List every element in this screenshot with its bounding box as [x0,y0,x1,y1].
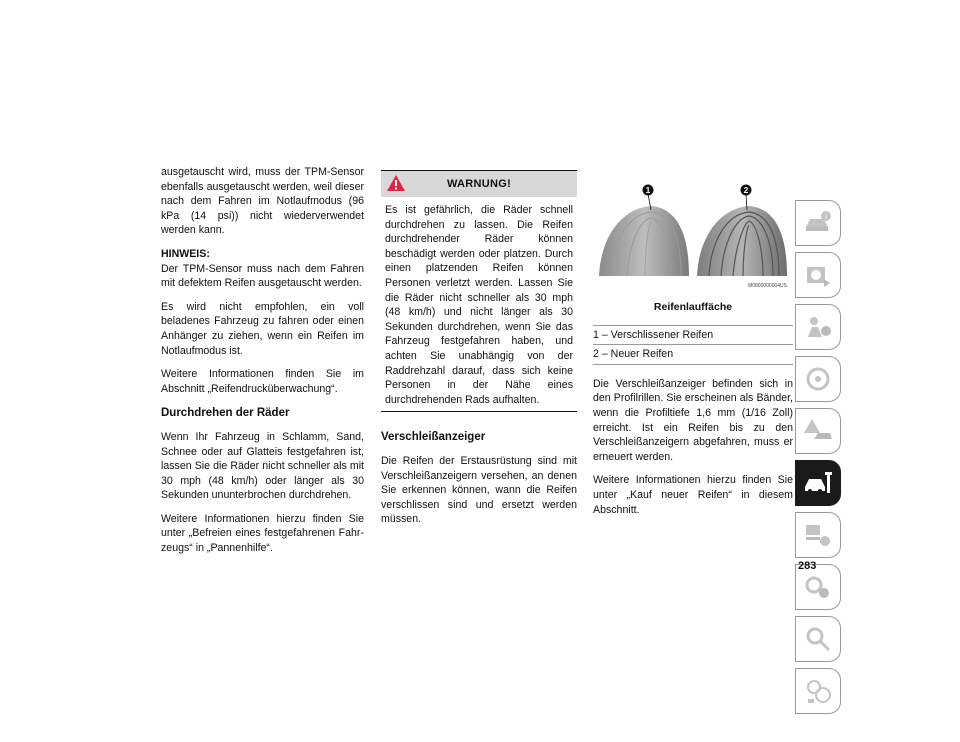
svg-text:i: i [825,214,827,221]
column-middle [381,170,577,536]
steering-wheel-icon [802,363,834,395]
marker-1-label: 1 [645,186,651,195]
multimedia-icon [802,519,834,551]
marker-2-label: 2 [743,186,749,195]
paragraph-more-info-tpms: Weitere Informationen finden Sie im Abschnitt „Reifendrucküberwachung“. [161,368,364,395]
search-index-icon [802,623,834,655]
warning-box [381,170,577,412]
figure-legend [593,325,793,365]
paragraph-wear-indicators: Die Reifen der Erstausrüstung sind mit Verschleißanzeigern versehen, an denen Sie erkennen können, wann die Reifen verschlissen sind und ersetzt werden müssen. [381,454,577,526]
paragraph-wear-location: Die Verschleißanzeiger befinden sich in den Profilrillen. Sie erscheinen als Bänder, wenn die Profiltiefe 1,6 mm (1/16 Zoll) erreicht. Ist ein Reifen bis zu den Verschleißanzeigern abgefahren, muss er erneuert werden. [593,377,793,463]
tab-multimedia[interactable] [795,512,841,558]
tab-car-info[interactable] [795,200,841,246]
figure-code: M0800000004US [748,283,787,290]
note-title: HINWEIS: [161,247,210,260]
chapter-tabs [795,200,841,720]
tab-safety[interactable] [795,304,841,350]
heading-wear-indicators: Verschleißanzeiger [381,431,486,444]
page-number: 283 [798,560,817,572]
warning-text: Es ist gefährlich, die Räder schnell durchdrehen zu lassen. Die Reifen durchdrehender Räder können beschädigt werden oder platzen. Durch einen platzenden Reifen können Personen verletzt werden. Lassen Sie die Räder nicht schneller als 30 mph (48 km/h) und nicht länger als 30 Sekunden durchdrehen, wenn Sie das Fahrzeug festgefahren haben, und achten Sie unabhängig von der Raddrehzahl darauf, dass sich keine Personen in der Nähe eines durchdrehenden Rads aufhalten. [385,204,573,406]
tab-index[interactable] [795,616,841,662]
heading-wheel-spin: Durchdrehen der Räder [161,407,290,420]
figure-caption: Reifenlauffäche [653,301,733,313]
safety-icon [802,311,834,343]
dashboard-icon [802,259,834,291]
column-right [593,180,793,526]
tire-tread-figure [593,180,793,298]
column-left [161,165,364,565]
paragraph-tpm-sensor: ausgetauscht wird, muss der TPM-Sensor ebenfalls ausgetauscht werden, weil dieser nach dem Fahren im Notlaufmodus (96 kPa (14 psi)) nicht wiederverwendet werden kann. [161,166,364,237]
legend-item-new: 2 – Neuer Reifen [593,348,674,361]
legend-item-worn: 1 – Verschlissener Reifen [593,326,793,346]
tab-languages[interactable] [795,668,841,714]
paragraph-loaded-vehicle: Es wird nicht empfohlen, ein voll beladenes Fahrzeug zu fahren oder einen Anhänger zu ziehen, wenn ein Reifen im Notlaufmodus ist. [161,300,364,357]
new-tire [697,206,787,276]
paragraph-more-info-new-tires: Weitere Informationen hierzu finden Sie unter „Kauf neuer Reifen“ in diesem Abschnitt. [593,474,793,516]
worn-tire [599,206,689,276]
note-text: Der TPM-Sensor muss nach dem Fahren mit defektem Reifen ausgetauscht werden. [161,262,364,290]
tab-emergency[interactable] [795,408,841,454]
tab-dashboard[interactable] [795,252,841,298]
car-info-icon [802,207,834,239]
warning-car-icon [802,415,834,447]
specifications-icon [802,571,834,603]
service-tools-icon [802,467,834,499]
warning-header [381,171,577,197]
tab-service[interactable] [795,460,841,506]
paragraph-more-info-freeing: Weitere Informationen hierzu finden Sie unter „Befreien eines festgefahrenen Fahr-zeugs“ in „Pannenhilfe“. [161,512,364,555]
tab-driving[interactable] [795,356,841,402]
paragraph-stuck-vehicle: Wenn Ihr Fahrzeug in Schlamm, Sand, Schnee oder auf Glatteis festgefahren ist, lassen Sie die Räder nicht schneller als mit 30 mph (48 km/h) oder länger als 30 Sekunden ununterbrochen durchdrehen. [161,430,364,502]
warning-title: WARNUNG! [446,178,512,190]
languages-icon [802,675,834,707]
